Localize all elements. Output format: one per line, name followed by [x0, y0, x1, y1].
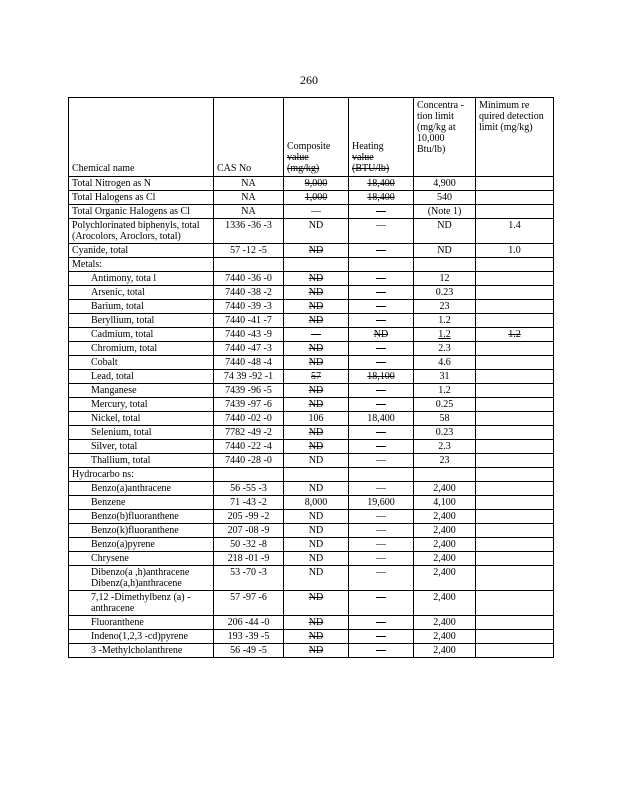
header-heating-line1: Heating — [352, 141, 384, 152]
heating-value-cell: — — [349, 300, 414, 314]
composite-value-cell: ND — [284, 591, 349, 616]
empty-cell — [349, 258, 414, 272]
composite-value-cell: ND — [284, 566, 349, 591]
cas-number-cell: 50 -32 -8 — [214, 538, 284, 552]
chemical-name-cell: Cobalt — [69, 356, 214, 370]
composite-value-cell: ND — [284, 342, 349, 356]
concentration-limit-cell: 23 — [414, 454, 476, 468]
concentration-limit-cell: 2.3 — [414, 440, 476, 454]
concentration-limit-cell: 4,900 — [414, 177, 476, 191]
cas-number-cell: 7440 -47 -3 — [214, 342, 284, 356]
concentration-limit-cell: 0.23 — [414, 426, 476, 440]
detection-limit-cell — [476, 398, 554, 412]
concentration-limit-cell: 2,400 — [414, 591, 476, 616]
detection-limit-cell — [476, 644, 554, 658]
table-row — [69, 412, 554, 426]
header-heating-line3: (BTU/lb) — [352, 163, 390, 174]
header-composite-line2: value — [287, 152, 309, 163]
table-row — [69, 177, 554, 191]
cas-number-cell: NA — [214, 205, 284, 219]
detection-limit-cell — [476, 286, 554, 300]
heating-value-cell: — — [349, 314, 414, 328]
cas-number-cell: 7440 -22 -4 — [214, 440, 284, 454]
header-concentration-limit: Concentra - tion limit (mg/kg at 10,000 Btu/lb) — [414, 98, 476, 177]
cas-number-cell: 7440 -43 -9 — [214, 328, 284, 342]
cas-number-cell: 57 -12 -5 — [214, 244, 284, 258]
table-row — [69, 538, 554, 552]
cas-number-cell: 7440 -36 -0 — [214, 272, 284, 286]
chemical-name-cell: Polychlorinated biphenyls, total (Arocolors, Aroclors, total) — [69, 219, 214, 244]
cas-number-cell: 56 -55 -3 — [214, 482, 284, 496]
cas-number-cell: 7440 -48 -4 — [214, 356, 284, 370]
heating-value-cell: — — [349, 356, 414, 370]
cas-number-cell: 206 -44 -0 — [214, 616, 284, 630]
chemical-name-cell: Dibenzo(a ,h)anthracene Dibenz(a,h)anthracene — [69, 566, 214, 591]
table-row — [69, 552, 554, 566]
concentration-limit-cell: 4.6 — [414, 356, 476, 370]
header-composite-line1: Composite — [287, 141, 331, 152]
detection-limit-cell — [476, 384, 554, 398]
chemical-name-cell: Indeno(1,2,3 -cd)pyrene — [69, 630, 214, 644]
detection-limit-cell — [476, 538, 554, 552]
detection-limit-cell — [476, 510, 554, 524]
chemical-name-cell: Antimony, tota l — [69, 272, 214, 286]
table-row — [69, 482, 554, 496]
header-composite-value — [284, 98, 349, 177]
table-row — [69, 496, 554, 510]
composite-value-cell: ND — [284, 398, 349, 412]
table-row — [69, 524, 554, 538]
empty-cell — [414, 468, 476, 482]
heating-value-cell: — — [349, 630, 414, 644]
chemical-name-cell: Chromium, total — [69, 342, 214, 356]
cas-number-cell: 205 -99 -2 — [214, 510, 284, 524]
heating-value-cell: — — [349, 426, 414, 440]
concentration-limit-cell: 23 — [414, 300, 476, 314]
detection-limit-cell — [476, 616, 554, 630]
detection-limit-cell — [476, 272, 554, 286]
heating-value-cell: — — [349, 384, 414, 398]
cas-number-cell: 7782 -49 -2 — [214, 426, 284, 440]
composite-value-cell: ND — [284, 244, 349, 258]
cas-number-cell: 1336 -36 -3 — [214, 219, 284, 244]
concentration-limit-cell: 2.3 — [414, 342, 476, 356]
heating-value-cell: 18,100 — [349, 370, 414, 384]
empty-cell — [414, 258, 476, 272]
detection-limit-cell — [476, 454, 554, 468]
composite-value-cell: ND — [284, 538, 349, 552]
chemical-name-cell: Total Organic Halogens as Cl — [69, 205, 214, 219]
chemical-name-cell: Total Nitrogen as N — [69, 177, 214, 191]
empty-cell — [214, 468, 284, 482]
table-row — [69, 314, 554, 328]
detection-limit-cell — [476, 191, 554, 205]
heating-value-cell: — — [349, 644, 414, 658]
detection-limit-cell — [476, 440, 554, 454]
heating-value-cell: 18,400 — [349, 412, 414, 426]
chemical-name-cell: Fluoranthene — [69, 616, 214, 630]
table-row — [69, 398, 554, 412]
header-heating-line2: value — [352, 152, 374, 163]
heating-value-cell: — — [349, 566, 414, 591]
table-section-row — [69, 468, 554, 482]
section-label: Hydrocarbo ns: — [69, 468, 214, 482]
concentration-limit-cell: 2,400 — [414, 538, 476, 552]
concentration-limit-cell: 2,400 — [414, 616, 476, 630]
table-row — [69, 244, 554, 258]
empty-cell — [349, 468, 414, 482]
detection-limit-cell — [476, 370, 554, 384]
empty-cell — [284, 468, 349, 482]
header-detection-limit: Minimum re quired detection limit (mg/kg) — [476, 98, 554, 177]
heating-value-cell: — — [349, 286, 414, 300]
composite-value-cell: ND — [284, 616, 349, 630]
cas-number-cell: 7440 -39 -3 — [214, 300, 284, 314]
empty-cell — [284, 258, 349, 272]
table-row — [69, 591, 554, 616]
composite-value-cell: 9,000 — [284, 177, 349, 191]
composite-value-cell: ND — [284, 510, 349, 524]
cas-number-cell: 7439 -96 -5 — [214, 384, 284, 398]
detection-limit-cell — [476, 300, 554, 314]
table-row — [69, 510, 554, 524]
chemical-name-cell: Cyanide, total — [69, 244, 214, 258]
chemical-name-cell: Benzo(b)fluoranthene — [69, 510, 214, 524]
table-body — [69, 177, 554, 658]
concentration-limit-cell: 12 — [414, 272, 476, 286]
composite-value-cell: ND — [284, 552, 349, 566]
chemical-name-cell: Benzene — [69, 496, 214, 510]
heating-value-cell: — — [349, 616, 414, 630]
table-row — [69, 219, 554, 244]
composite-value-cell: — — [284, 328, 349, 342]
composite-value-cell: ND — [284, 524, 349, 538]
chemical-name-cell: Barium, total — [69, 300, 214, 314]
table-row — [69, 191, 554, 205]
concentration-limit-cell: 2,400 — [414, 630, 476, 644]
composite-value-cell: 106 — [284, 412, 349, 426]
heating-value-cell: — — [349, 552, 414, 566]
chemical-name-cell: Chrysene — [69, 552, 214, 566]
detection-limit-cell: 1.2 — [476, 328, 554, 342]
concentration-limit-cell: (Note 1) — [414, 205, 476, 219]
concentration-limit-cell: 58 — [414, 412, 476, 426]
composite-value-cell: ND — [284, 272, 349, 286]
concentration-limit-cell: 2,400 — [414, 552, 476, 566]
composite-value-cell: ND — [284, 356, 349, 370]
concentration-limit-cell: 1.2 — [414, 314, 476, 328]
chemical-limits-table — [68, 97, 554, 658]
cas-number-cell: 53 -70 -3 — [214, 566, 284, 591]
table-row — [69, 630, 554, 644]
chemical-name-cell: 3 -Methylcholanthrene — [69, 644, 214, 658]
table-row — [69, 300, 554, 314]
heating-value-cell: — — [349, 398, 414, 412]
heating-value-cell: — — [349, 510, 414, 524]
detection-limit-cell — [476, 591, 554, 616]
cas-number-cell: 57 -97 -6 — [214, 591, 284, 616]
cas-number-cell: 7440 -41 -7 — [214, 314, 284, 328]
chemical-name-cell: Benzo(a)anthracene — [69, 482, 214, 496]
table-row — [69, 566, 554, 591]
heating-value-cell: — — [349, 244, 414, 258]
chemical-name-cell: Nickel, total — [69, 412, 214, 426]
detection-limit-cell — [476, 342, 554, 356]
concentration-limit-cell: 2,400 — [414, 566, 476, 591]
cas-number-cell: 218 -01 -9 — [214, 552, 284, 566]
chemical-name-cell: Benzo(k)fluoranthene — [69, 524, 214, 538]
detection-limit-cell — [476, 205, 554, 219]
cas-number-cell: 7439 -97 -6 — [214, 398, 284, 412]
cas-number-cell: NA — [214, 177, 284, 191]
composite-value-cell: ND — [284, 644, 349, 658]
composite-value-cell: ND — [284, 314, 349, 328]
heating-value-cell: — — [349, 342, 414, 356]
heating-value-cell: — — [349, 272, 414, 286]
heating-value-cell: — — [349, 440, 414, 454]
table-row — [69, 426, 554, 440]
table-row — [69, 286, 554, 300]
table-row — [69, 370, 554, 384]
heating-value-cell: 18,400 — [349, 191, 414, 205]
concentration-limit-cell: 2,400 — [414, 482, 476, 496]
composite-value-cell: ND — [284, 482, 349, 496]
concentration-limit-cell: 1.2 — [414, 328, 476, 342]
table-row — [69, 328, 554, 342]
heating-value-cell: 19,600 — [349, 496, 414, 510]
cas-number-cell: 74 39 -92 -1 — [214, 370, 284, 384]
empty-cell — [214, 258, 284, 272]
heating-value-cell: 18,400 — [349, 177, 414, 191]
composite-value-cell: 1,000 — [284, 191, 349, 205]
detection-limit-cell — [476, 566, 554, 591]
cas-number-cell: 7440 -02 -0 — [214, 412, 284, 426]
table-row — [69, 272, 554, 286]
detection-limit-cell — [476, 412, 554, 426]
table-row — [69, 356, 554, 370]
detection-limit-cell — [476, 524, 554, 538]
page-number: 260 — [300, 73, 318, 87]
header-cas-no: CAS No — [214, 98, 284, 177]
table-section-row — [69, 258, 554, 272]
header-heating-value — [349, 98, 414, 177]
concentration-limit-cell: 31 — [414, 370, 476, 384]
detection-limit-cell: 1.4 — [476, 219, 554, 244]
composite-value-cell: ND — [284, 384, 349, 398]
cas-number-cell: 7440 -28 -0 — [214, 454, 284, 468]
concentration-limit-cell: 0.23 — [414, 286, 476, 300]
concentration-limit-cell: 540 — [414, 191, 476, 205]
chemical-name-cell: Cadmium, total — [69, 328, 214, 342]
header-composite-line3: (mg/kg) — [287, 163, 320, 174]
detection-limit-cell: 1.0 — [476, 244, 554, 258]
cas-number-cell: 56 -49 -5 — [214, 644, 284, 658]
concentration-limit-cell: 2,400 — [414, 644, 476, 658]
detection-limit-cell — [476, 552, 554, 566]
chemical-name-cell: Thallium, total — [69, 454, 214, 468]
composite-value-cell: — — [284, 205, 349, 219]
heating-value-cell: — — [349, 219, 414, 244]
concentration-limit-cell: ND — [414, 219, 476, 244]
chemical-name-cell: Manganese — [69, 384, 214, 398]
chemical-name-cell: Benzo(a)pyrene — [69, 538, 214, 552]
heating-value-cell: — — [349, 538, 414, 552]
concentration-limit-cell: 2,400 — [414, 524, 476, 538]
detection-limit-cell — [476, 356, 554, 370]
concentration-limit-cell: 1.2 — [414, 384, 476, 398]
chemical-name-cell: Total Halogens as Cl — [69, 191, 214, 205]
heating-value-cell: — — [349, 482, 414, 496]
chemical-name-cell: Silver, total — [69, 440, 214, 454]
concentration-limit-cell: 2,400 — [414, 510, 476, 524]
heating-value-cell: — — [349, 205, 414, 219]
heating-value-cell: — — [349, 524, 414, 538]
chemical-name-cell: Arsenic, total — [69, 286, 214, 300]
composite-value-cell: ND — [284, 630, 349, 644]
chemical-name-cell: 7,12 -Dimethylbenz (a) - anthracene — [69, 591, 214, 616]
chemical-name-cell: Beryllium, total — [69, 314, 214, 328]
empty-cell — [476, 468, 554, 482]
concentration-limit-cell: 0.25 — [414, 398, 476, 412]
detection-limit-cell — [476, 496, 554, 510]
detection-limit-cell — [476, 314, 554, 328]
table-row — [69, 342, 554, 356]
header-chemical-name: Chemical name — [69, 98, 214, 177]
table-row — [69, 384, 554, 398]
chemical-name-cell: Lead, total — [69, 370, 214, 384]
composite-value-cell: 57 — [284, 370, 349, 384]
composite-value-cell: ND — [284, 300, 349, 314]
chemical-name-cell: Mercury, total — [69, 398, 214, 412]
section-label: Metals: — [69, 258, 214, 272]
heating-value-cell: — — [349, 454, 414, 468]
detection-limit-cell — [476, 177, 554, 191]
composite-value-cell: ND — [284, 440, 349, 454]
composite-value-cell: 8,000 — [284, 496, 349, 510]
cas-number-cell: 7440 -38 -2 — [214, 286, 284, 300]
heating-value-cell: — — [349, 591, 414, 616]
detection-limit-cell — [476, 482, 554, 496]
table-row — [69, 454, 554, 468]
composite-value-cell: ND — [284, 426, 349, 440]
cas-number-cell: 207 -08 -9 — [214, 524, 284, 538]
concentration-limit-cell: ND — [414, 244, 476, 258]
table-row — [69, 205, 554, 219]
concentration-limit-cell: 4,100 — [414, 496, 476, 510]
composite-value-cell: ND — [284, 454, 349, 468]
table-row — [69, 440, 554, 454]
chemical-name-cell: Selenium, total — [69, 426, 214, 440]
cas-number-cell: 193 -39 -5 — [214, 630, 284, 644]
cas-number-cell: NA — [214, 191, 284, 205]
cas-number-cell: 71 -43 -2 — [214, 496, 284, 510]
empty-cell — [476, 258, 554, 272]
composite-value-cell: ND — [284, 219, 349, 244]
header-row — [69, 98, 554, 177]
table-row — [69, 616, 554, 630]
detection-limit-cell — [476, 426, 554, 440]
table-row — [69, 644, 554, 658]
composite-value-cell: ND — [284, 286, 349, 300]
heating-value-cell: ND — [349, 328, 414, 342]
detection-limit-cell — [476, 630, 554, 644]
